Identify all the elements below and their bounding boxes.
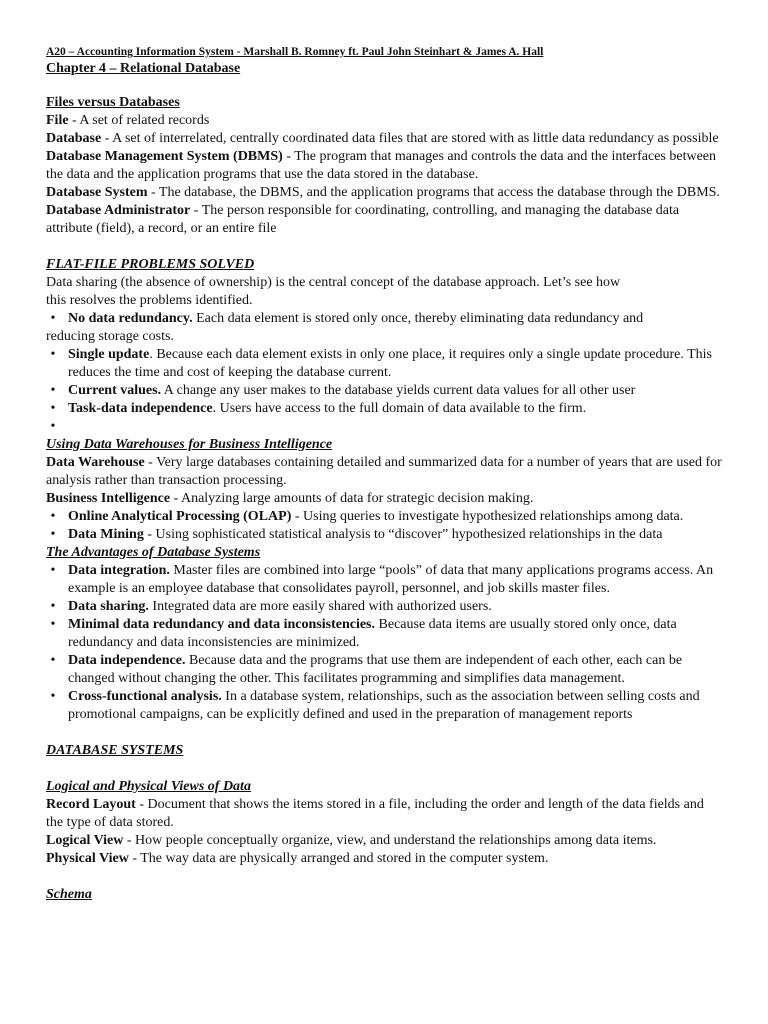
term: Database: [46, 131, 102, 146]
term: Database Management System (DBMS): [46, 149, 283, 164]
bullet-icon: •: [50, 653, 56, 668]
running-header: A20 – Accounting Information System - Marshall B. Romney ft. Paul John Steinhart & James A. Hall: [46, 46, 544, 58]
list-item: [46, 526, 722, 544]
definition-data-warehouse: [46, 454, 722, 490]
term: Physical View: [46, 851, 129, 866]
definition-text: - The database, the DBMS, and the application programs that access the database through the DBMS.: [147, 185, 720, 200]
spacer: [46, 724, 722, 742]
item-text: . Users have access to the full domain of data available to the firm.: [212, 401, 587, 416]
item-text: Because data items are usually stored only once, data redundancy and data inconsistencies are minimized.: [68, 617, 677, 650]
list-item: [46, 346, 722, 382]
list-item: [46, 310, 722, 328]
item-text: In a database system, relationships, such as the association between selling costs and promotional campaigns, can be explicitly defined and used in the preparation of management reports: [68, 689, 700, 722]
definition-physical-view: [46, 850, 722, 868]
definition-database-administrator: [46, 202, 722, 238]
section-heading: The Advantages of Database Systems: [46, 545, 261, 560]
item-text: Master files are combined into large “pools” of data that many applications programs access. An example is an employee database that consolidates payroll, personnel, and job skills master files.: [68, 563, 714, 596]
definition-text: - Very large databases containing detailed and summarized data for a number of years that are used for analysis rather than transaction processing.: [46, 455, 722, 488]
definition-file: [46, 112, 722, 130]
bullet-list: [46, 346, 722, 436]
spacer: [46, 760, 722, 778]
definition-text: - Document that shows the items stored in a file, including the order and length of the data fields and the type of data stored.: [46, 797, 704, 830]
item-text: . Because each data element exists in only one place, it requires only a single update procedure. This reduces the time and cost of keeping the database current.: [68, 347, 712, 380]
list-item: [46, 400, 722, 418]
bullet-icon: •: [50, 419, 56, 434]
definition-text: - The person responsible for coordinating, controlling, and managing the database data attribute (field), a record, or an entire file: [46, 203, 680, 236]
bullet-icon: •: [50, 527, 56, 542]
term: Cross-functional analysis.: [68, 689, 222, 704]
section-data-warehouses: [46, 436, 722, 544]
term: Minimal data redundancy and data inconsistencies.: [68, 617, 376, 632]
term: Online Analytical Processing (OLAP): [68, 509, 292, 524]
paragraph-line: this resolves the problems identified.: [46, 293, 253, 308]
section-logical-physical-views: [46, 778, 722, 868]
section-files-vs-databases: [46, 94, 722, 238]
definition-business-intelligence: [46, 490, 722, 508]
definition-text: - The program that manages and controls the data and the interfaces between the data and the application programs that use the data stored in the database.: [46, 149, 716, 182]
definition-database: [46, 130, 722, 148]
definition-text: - A set of interrelated, centrally coordinated data files that are stored with as little data redundancy as possible: [101, 131, 719, 146]
section-heading: FLAT-FILE PROBLEMS SOLVED: [46, 257, 255, 272]
bullet-icon: •: [50, 347, 56, 362]
bullet-icon: •: [50, 311, 56, 326]
paragraph-line: Data sharing (the absence of ownership) is the central concept of the database approach. Let’s see how: [46, 275, 621, 290]
term: Data Warehouse: [46, 455, 145, 470]
item-text: - Using sophisticated statistical analysis to “discover” hypothesized relationships in the data: [143, 527, 663, 542]
term: Database Administrator: [46, 203, 191, 218]
definition-logical-view: [46, 832, 722, 850]
definition-database-system: [46, 184, 722, 202]
empty-list-item: [46, 418, 722, 436]
term: Data integration.: [68, 563, 170, 578]
item-text: Each data element is stored only once, thereby eliminating data redundancy and: [192, 311, 644, 326]
term: Business Intelligence: [46, 491, 171, 506]
spacer: [46, 238, 722, 256]
bullet-icon: •: [50, 383, 56, 398]
item-text: Integrated data are more easily shared with authorized users.: [148, 599, 492, 614]
definition-text: - The way data are physically arranged and stored in the computer system.: [128, 851, 549, 866]
term: Data Mining: [68, 527, 144, 542]
term: Record Layout: [46, 797, 136, 812]
term: Logical View: [46, 833, 124, 848]
list-item: [46, 382, 722, 400]
definition-record-layout: [46, 796, 722, 832]
definition-dbms: [46, 148, 722, 184]
bullet-icon: •: [50, 689, 56, 704]
list-item: [46, 688, 722, 724]
term: Database System: [46, 185, 148, 200]
item-text: A change any user makes to the database yields current data values for all other user: [161, 383, 636, 398]
item-text: Because data and the programs that use them are independent of each other, each can be changed without changing the other. This facilitates programming and simplifies data management.: [68, 653, 683, 686]
section-heading-database-systems: DATABASE SYSTEMS: [46, 743, 184, 758]
item-text: - Using queries to investigate hypothesized relationships among data.: [291, 509, 684, 524]
section-advantages: [46, 544, 722, 724]
bullet-list: [46, 310, 722, 328]
bullet-icon: •: [50, 617, 56, 632]
definition-text: - Analyzing large amounts of data for strategic decision making.: [170, 491, 534, 506]
spacer: [46, 868, 722, 886]
section-heading: Files versus Databases: [46, 95, 180, 110]
term: Current values.: [68, 383, 162, 398]
bullet-list: [46, 508, 722, 544]
bullet-icon: •: [50, 401, 56, 416]
list-item: [46, 652, 722, 688]
section-flat-file-problems: [46, 256, 722, 436]
bullet-list: [46, 562, 722, 724]
term: Single update: [68, 347, 150, 362]
term: No data redundancy.: [68, 311, 193, 326]
definition-text: - How people conceptually organize, view, and understand the relationships among data items.: [123, 833, 657, 848]
section-heading: Logical and Physical Views of Data: [46, 779, 251, 794]
term: Data sharing.: [68, 599, 149, 614]
definition-text: - A set of related records: [68, 113, 210, 128]
section-heading-schema: Schema: [46, 887, 92, 902]
bullet-icon: •: [50, 563, 56, 578]
term: Task-data independence: [68, 401, 213, 416]
chapter-title: Chapter 4 – Relational Database: [46, 61, 241, 76]
list-item: [46, 598, 722, 616]
list-item: [46, 562, 722, 598]
term: Data independence.: [68, 653, 186, 668]
bullet-icon: •: [50, 599, 56, 614]
bullet-icon: •: [50, 509, 56, 524]
paragraph-line: reducing storage costs.: [46, 329, 174, 344]
list-item: [46, 616, 722, 652]
term: File: [46, 113, 69, 128]
list-item: [46, 508, 722, 526]
section-heading: Using Data Warehouses for Business Intelligence: [46, 437, 333, 452]
